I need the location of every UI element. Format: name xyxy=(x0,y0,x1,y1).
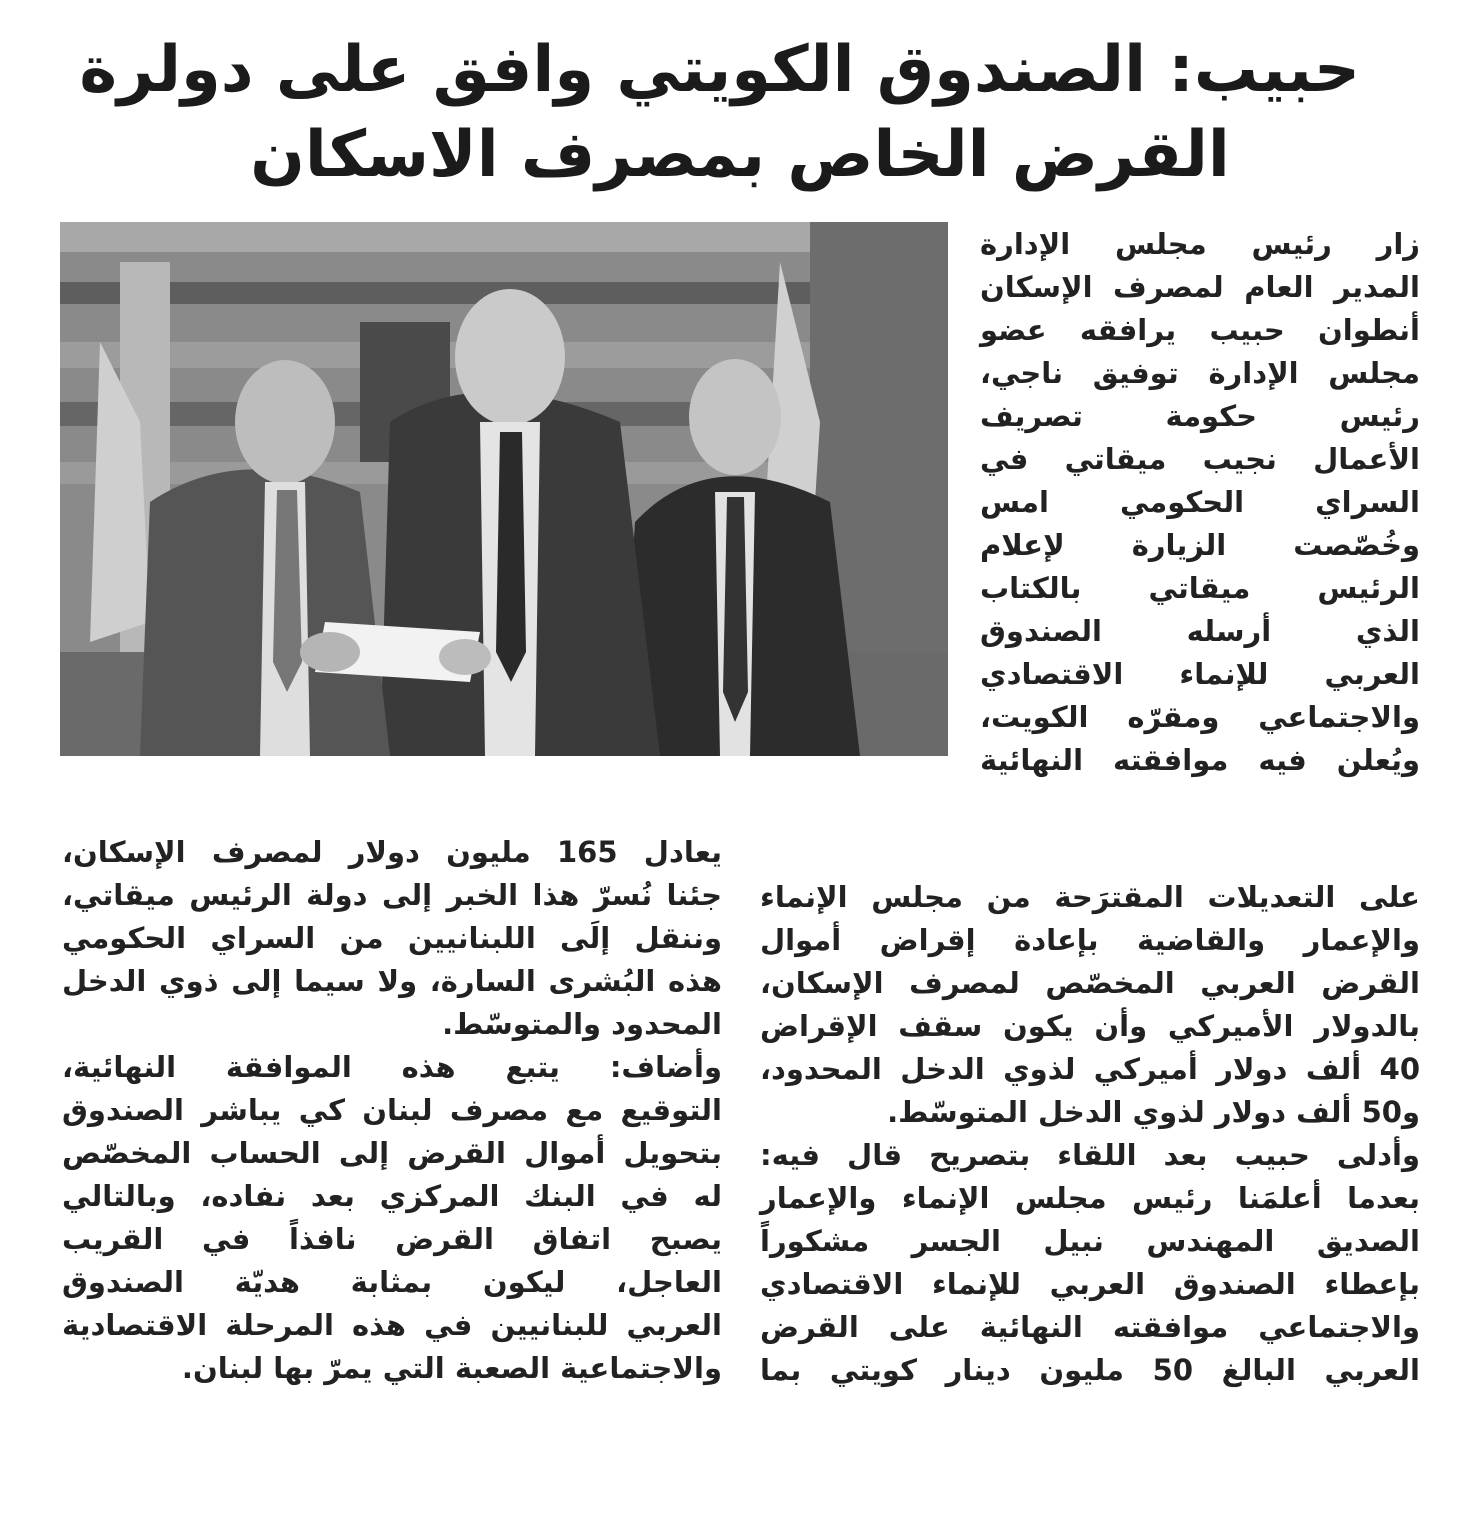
left-line: يصبح اتفاق القرض نافذاً في القريب xyxy=(62,1222,722,1256)
left-line: وننقل إلَى اللبنانيين من السراي الحكومي xyxy=(62,921,722,955)
intro-line: الذي أرسله الصندوق xyxy=(980,614,1420,648)
intro-line: ويُعلن فيه موافقته النهائية xyxy=(980,743,1420,777)
intro-line: المدير العام لمصرف الإسكان xyxy=(980,270,1420,304)
left-line: له في البنك المركزي بعد نفاده، وبالتالي xyxy=(62,1179,722,1213)
intro-line: الأعمال نجيب ميقاتي في xyxy=(980,442,1420,476)
left-line: العاجل، ليكون بمثابة هديّة الصندوق xyxy=(62,1265,722,1299)
right-line: على التعديلات المقترَحة من مجلس الإنماء xyxy=(760,880,1420,914)
left-line: بتحويل أموال القرض إلى الحساب المخصّص xyxy=(62,1136,722,1170)
right-line: بعدما أعلمَنا رئيس مجلس الإنماء والإعمار xyxy=(760,1181,1420,1215)
intro-line: السراي الحكومي امس xyxy=(980,485,1420,519)
intro-line: زار رئيس مجلس الإدارة xyxy=(980,227,1420,261)
right-line: و50 ألف دولار لذوي الدخل المتوسّط. xyxy=(887,1095,1420,1129)
left-line: العربي للبنانيين في هذه المرحلة الاقتصادية xyxy=(62,1308,722,1342)
intro-line: وخُصّصت الزيارة لإعلام xyxy=(980,528,1420,562)
left-line: يعادل 165 مليون دولار لمصرف الإسكان، xyxy=(62,835,722,869)
headline-line-2: القرض الخاص بمصرف الاسكان xyxy=(250,118,1230,192)
intro-line: والاجتماعي ومقرّه الكويت، xyxy=(980,700,1420,734)
intro-line: الرئيس ميقاتي بالكتاب xyxy=(980,571,1420,605)
left-lower-column xyxy=(62,831,722,1390)
right-line: 40 ألف دولار أميركي لذوي الدخل المحدود، xyxy=(760,1052,1420,1086)
right-line: والإعمار والقاضية بإعادة إقراض أموال xyxy=(760,923,1420,957)
left-line: المحدود والمتوسّط. xyxy=(442,1007,722,1041)
intro-line: العربي للإنماء الاقتصادي xyxy=(980,657,1420,691)
headline-line-1: حبيب: الصندوق الكويتي وافق على دولرة xyxy=(79,33,1360,107)
intro-line: مجلس الإدارة توفيق ناجي، xyxy=(980,356,1420,390)
news-photo xyxy=(60,222,948,756)
left-line: وأضاف: يتبع هذه الموافقة النهائية، xyxy=(62,1050,722,1084)
intro-line: رئيس حكومة تصريف xyxy=(980,399,1420,433)
right-line: بإعطاء الصندوق العربي للإنماء الاقتصادي xyxy=(760,1267,1420,1301)
right-line: بالدولار الأميركي وأن يكون سقف الإقراض xyxy=(760,1009,1420,1043)
right-line: وأدلى حبيب بعد اللقاء بتصريح قال فيه: xyxy=(760,1138,1420,1172)
left-line: التوقيع مع مصرف لبنان كي يباشر الصندوق xyxy=(62,1093,722,1127)
left-line: والاجتماعية الصعبة التي يمرّ بها لبنان. xyxy=(181,1351,722,1385)
right-line: الصديق المهندس نبيل الجسر مشكوراً xyxy=(760,1224,1420,1258)
right-lower-column xyxy=(760,876,1420,1392)
intro-column xyxy=(980,223,1420,782)
left-line: جئنا نُسرّ هذا الخبر إلى دولة الرئيس ميقاتي، xyxy=(62,878,722,912)
right-line: والاجتماعي موافقته النهائية على القرض xyxy=(760,1310,1420,1344)
left-line: هذه البُشرى السارة، ولا سيما إلى ذوي الدخل xyxy=(62,964,722,998)
intro-line: أنطوان حبيب يرافقه عضو xyxy=(980,313,1420,347)
right-line: القرض العربي المخصّص لمصرف الإسكان، xyxy=(760,966,1420,1000)
right-line: العربي البالغ 50 مليون دينار كويتي بما xyxy=(760,1353,1420,1387)
